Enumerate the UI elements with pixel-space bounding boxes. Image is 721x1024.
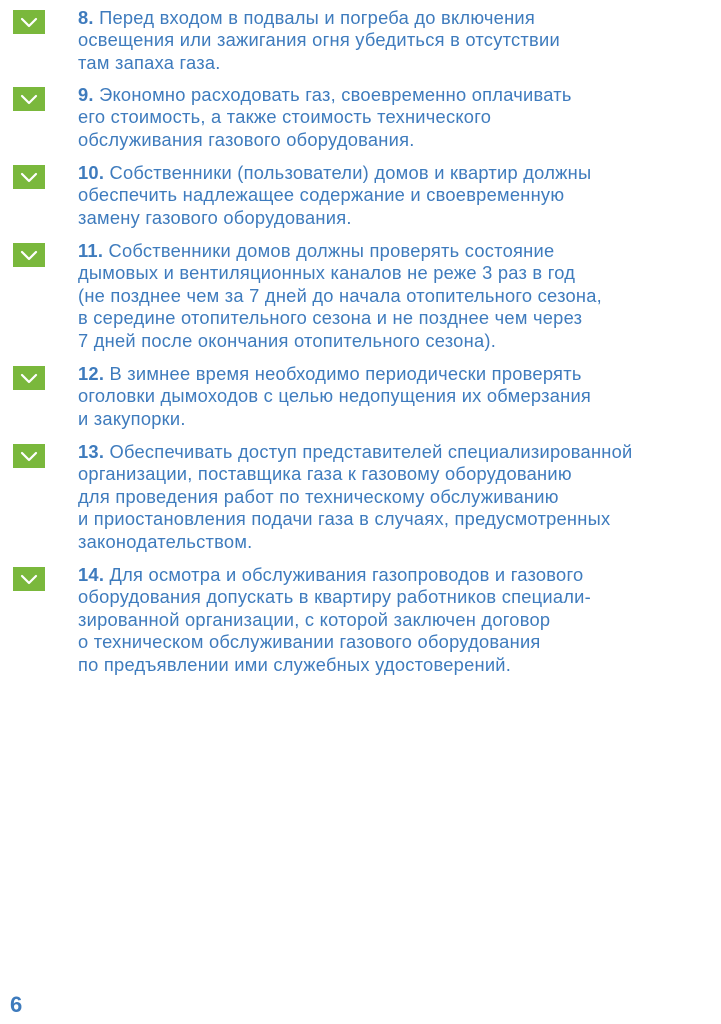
- item-number: 14.: [78, 564, 105, 585]
- check-icon: [13, 567, 45, 591]
- check-icon: [13, 10, 45, 34]
- item-number: 13.: [78, 441, 105, 462]
- item-body: Для осмотра и обслуживания газопроводов и газового оборудования допускать в квартиру работников специали- зированной организации, с которой заключен договор о техническом обслуживании газового оборудования по предъявлении ими служебных удостоверений.: [78, 564, 591, 675]
- check-icon: [13, 366, 45, 390]
- check-icon: [13, 243, 45, 267]
- page-number: 6: [10, 992, 23, 1017]
- item-number: 8.: [78, 7, 94, 28]
- item-body: Перед входом в подвалы и погреба до включения освещения или зажигания огня убедиться в отсутствии там запаха газа.: [78, 7, 560, 73]
- item-body: Собственники (пользователи) домов и квартир должны обеспечить надлежащее содержание и своевременную замену газового оборудования.: [78, 162, 592, 228]
- item-body: Обеспечивать доступ представителей специализированной организации, поставщика газа к газовому оборудованию для проведения работ по техническому обслуживанию и приостановления подачи газа в случаях, предусмотренных законодательством.: [78, 441, 633, 552]
- item-body: В зимнее время необходимо периодически проверять оголовки дымоходов с целью недопущения их обмерзания и закупорки.: [78, 363, 592, 429]
- list-item-text: [78, 162, 698, 229]
- check-icon: [13, 444, 45, 468]
- list-item-text: [78, 564, 698, 676]
- list-item-text: [78, 84, 698, 151]
- item-number: 11.: [78, 240, 104, 261]
- check-icon: [13, 87, 45, 111]
- list-item-text: [78, 441, 698, 553]
- list-item-text: [78, 363, 698, 430]
- item-body: Собственники домов должны проверять состояние дымовых и вентиляционных каналов не реже 3 раз в год (не позднее чем за 7 дней до начала отопительного сезона, в середине отопительного сезона и не позднее чем через 7 дней после окончания отопительного сезона).: [78, 240, 603, 351]
- item-number: 12.: [78, 363, 105, 384]
- item-number: 10.: [78, 162, 105, 183]
- list-item-text: [78, 240, 698, 352]
- check-icon: [13, 165, 45, 189]
- list-item-text: [78, 7, 698, 74]
- item-body: Экономно расходовать газ, своевременно оплачивать его стоимость, а также стоимость технического обслуживания газового оборудования.: [78, 84, 572, 150]
- item-number: 9.: [78, 84, 94, 105]
